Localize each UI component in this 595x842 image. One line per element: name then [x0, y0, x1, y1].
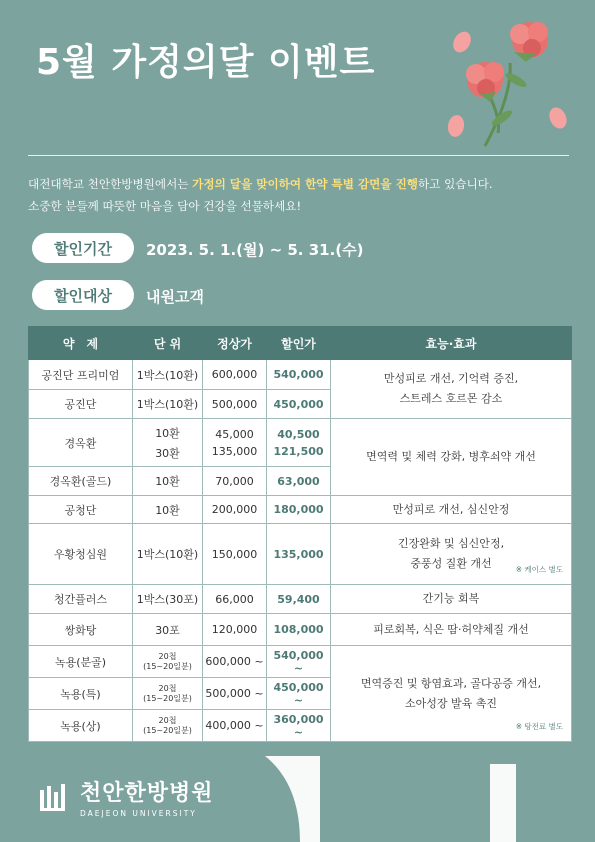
case-note: ※ 케이스 별도 — [515, 565, 563, 574]
discount-target-value: 내원고객 — [146, 288, 204, 306]
medicine-name: 경옥환(골드) — [29, 467, 133, 496]
table-row — [29, 646, 572, 678]
petal — [446, 114, 466, 138]
unit: (15~20일분) — [143, 693, 192, 703]
unit: 20첩 — [158, 651, 177, 661]
regular-price: 66,000 — [203, 585, 267, 614]
discount-period-value: 2023. 5. 1.(월) ~ 5. 31.(수) — [146, 241, 364, 259]
unit: 1박스(10환) — [133, 390, 203, 419]
unit: 1박스(10환) — [133, 524, 203, 585]
medicine-name: 공청단 — [29, 496, 133, 524]
table-row — [29, 360, 572, 390]
effect-text: 만성피로 개선, 심신안정 — [392, 502, 510, 516]
intro-line1-pre: 대전대학교 천안한방병원에서는 — [28, 177, 193, 191]
sale-price: 121,500 — [273, 444, 324, 458]
regular-price: 400,000 ~ — [203, 710, 267, 742]
intro-text — [28, 173, 573, 217]
effect-cell — [331, 646, 572, 742]
header-effects: 효능·효과 — [331, 327, 572, 360]
effect-cell — [331, 360, 572, 419]
table-row — [29, 419, 572, 467]
table-row — [29, 585, 572, 614]
unit: 30포 — [133, 614, 203, 646]
university-name: DAEJEON UNIVERSITY — [80, 809, 197, 818]
unit: 20첩 — [158, 683, 177, 693]
effect-text: 면역력 및 체력 강화, 병후쇠약 개선 — [366, 450, 536, 463]
table-row — [29, 614, 572, 646]
carnation-flower-bottom — [466, 62, 504, 102]
sale-price: 540,000 ~ — [267, 646, 331, 678]
sale-price: 360,000 ~ — [267, 710, 331, 742]
effect-text: 피로회복, 식은 땀·허약체질 개선 — [373, 622, 529, 636]
price-table — [28, 326, 572, 742]
effect-text: 스트레스 호르몬 감소 — [399, 392, 503, 405]
carnation-illustration — [440, 18, 590, 148]
regular-price: 200,000 — [203, 496, 267, 524]
carnation-flower-top — [510, 22, 548, 62]
regular-price: 120,000 — [203, 614, 267, 646]
unit — [133, 710, 203, 742]
sale-price: 135,000 — [267, 524, 331, 585]
medicine-name: 청간플러스 — [29, 585, 133, 614]
medicine-name: 녹용(특) — [29, 678, 133, 710]
effect-text: 소아성장 발육 촉진 — [404, 696, 497, 710]
intro-highlight: 가정의 달을 맞이하여 한약 특별 감면을 진행 — [192, 177, 418, 191]
sale-price: 59,400 — [267, 585, 331, 614]
effect-text: 만성피로 개선, 기억력 증진, — [383, 372, 519, 385]
unit: 10환 — [133, 467, 203, 496]
sale-price — [267, 419, 331, 467]
unit — [133, 678, 203, 710]
sale-price: 63,000 — [267, 467, 331, 496]
unit: (15~20일분) — [143, 661, 192, 671]
sale-price: 108,000 — [267, 614, 331, 646]
hospital-logo-icon — [38, 780, 72, 814]
medicine-name: 쌍화탕 — [29, 614, 133, 646]
regular-price: 600,000 — [203, 360, 267, 390]
effect-cell — [331, 496, 572, 524]
hospital-logo — [38, 776, 214, 818]
intro-line2: 소중한 분들께 따뜻한 마음을 담아 건강을 선물하세요! — [28, 199, 302, 213]
petal — [546, 105, 570, 132]
medicine-name: 경옥환 — [29, 419, 133, 467]
medicine-name: 녹용(분골) — [29, 646, 133, 678]
unit: 1박스(10환) — [133, 360, 203, 390]
regular-price — [203, 419, 267, 467]
regular-price: 500,000 — [203, 390, 267, 419]
petal — [450, 28, 475, 55]
regular-price: 500,000 ~ — [203, 678, 267, 710]
medicine-name: 녹용(상) — [29, 710, 133, 742]
sale-price: 540,000 — [267, 360, 331, 390]
medicine-name: 공진단 — [29, 390, 133, 419]
page-title: 5월 가정의달 이벤트 — [36, 42, 376, 83]
header-unit: 단 위 — [133, 327, 203, 360]
effect-cell — [331, 614, 572, 646]
sale-price: 40,500 — [277, 427, 320, 441]
regular-price: 135,000 — [211, 444, 258, 458]
header-medicine: 약 제 — [29, 327, 133, 360]
effect-text: 간기능 회복 — [422, 592, 480, 605]
header-sale-price: 할인가 — [267, 327, 331, 360]
unit — [133, 419, 203, 467]
regular-price: 600,000 ~ — [203, 646, 267, 678]
sale-price: 450,000 ~ — [267, 678, 331, 710]
regular-price: 150,000 — [203, 524, 267, 585]
effect-cell — [331, 419, 572, 496]
unit: 10환 — [155, 426, 180, 440]
effect-cell — [331, 524, 572, 585]
regular-price: 45,000 — [215, 427, 254, 441]
table-header-row — [29, 327, 572, 360]
intro-line1-post: 하고 있습니다. — [417, 177, 493, 191]
effect-cell — [331, 585, 572, 614]
table-row — [29, 524, 572, 585]
divider — [28, 155, 569, 156]
unit — [133, 646, 203, 678]
effect-text: 긴장완화 및 심신안정, — [397, 537, 505, 550]
unit: (15~20일분) — [143, 725, 192, 735]
medicine-name: 공진단 프리미엄 — [29, 360, 133, 390]
sale-price: 180,000 — [267, 496, 331, 524]
effect-text: 면역증진 및 항염효과, 골다공증 개선, — [360, 676, 542, 690]
discount-period-label: 할인기간 — [32, 233, 134, 263]
unit: 30환 — [155, 446, 180, 460]
unit: 1박스(30포) — [133, 585, 203, 614]
medicine-name: 우황청심원 — [29, 524, 133, 585]
effect-text: 중풍성 질환 개선 — [410, 557, 492, 570]
unit: 10환 — [133, 496, 203, 524]
table-row — [29, 496, 572, 524]
regular-price: 70,000 — [203, 467, 267, 496]
discount-target-label: 할인대상 — [32, 280, 134, 310]
unit: 20첩 — [158, 715, 177, 725]
decoction-note: ※ 탕전료 별도 — [515, 722, 563, 731]
header-regular-price: 정상가 — [203, 327, 267, 360]
sale-price: 450,000 — [267, 390, 331, 419]
hospital-name: 천안한방병원 — [80, 781, 214, 806]
